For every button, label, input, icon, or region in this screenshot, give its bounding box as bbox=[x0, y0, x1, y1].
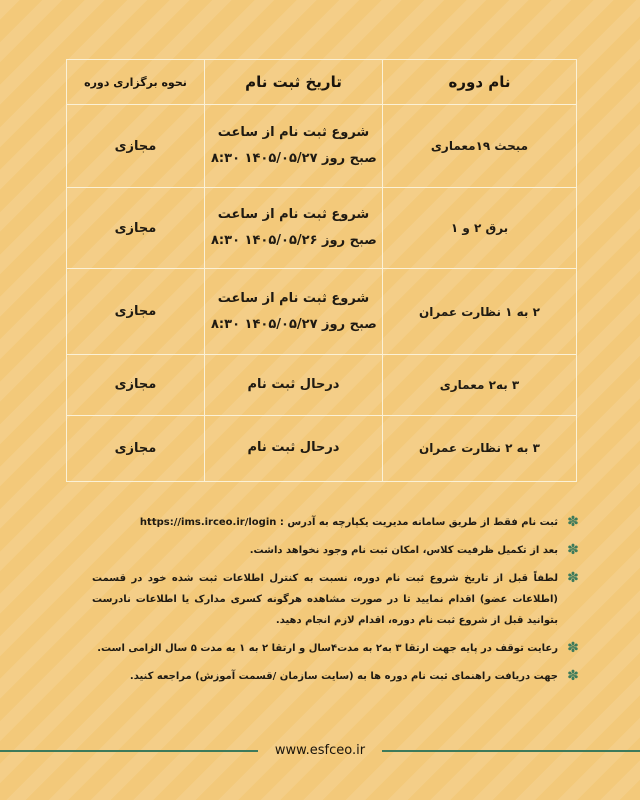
registration-date bbox=[205, 268, 383, 354]
course-name: برق ۲ و ۱ bbox=[383, 188, 577, 268]
flower-bullet-icon: ✽ bbox=[567, 570, 579, 586]
list-item bbox=[92, 568, 580, 631]
delivery-mode: مجازی bbox=[67, 415, 205, 481]
registration-date-line2: ۸:۳۰ صبح روز ۱۴۰۵/۰۵/۲۷ bbox=[211, 316, 377, 332]
course-name: ۳ به ۲ نظارت عمران bbox=[383, 415, 577, 481]
course-name: مبحث ۱۹معماری bbox=[383, 105, 577, 188]
registration-date-line1: درحال ثبت نام bbox=[247, 376, 340, 392]
course-name: ۲ به ۱ نظارت عمران bbox=[383, 268, 577, 354]
header-course-name: نام دوره bbox=[383, 60, 577, 105]
registration-date bbox=[205, 355, 383, 415]
course-table bbox=[66, 59, 577, 482]
registration-date-line2: ۸:۳۰ صبح روز ۱۴۰۵/۰۵/۲۶ bbox=[211, 233, 377, 249]
note-text: رعایت توقف در پایه جهت ارتقا ۳ به۲ به مدت۴سال و ارتقا ۲ به ۱ به مدت ۵ سال الزامی است. bbox=[97, 643, 558, 654]
registration-date-line2: ۸:۳۰ صبح روز ۱۴۰۵/۰۵/۲۷ bbox=[211, 151, 377, 167]
notes-list bbox=[92, 512, 580, 694]
list-item bbox=[92, 512, 580, 533]
note-text: لطفاً قبل از تاریخ شروع ثبت نام دوره، نسبت به کنترل اطلاعات ثبت شده خود در قسمت (اطلاعات عضو) اقدام نمایید تا در صورت مشاهده هرگونه کسری مدارک یا اطلاعات نادرست بتوانید قبل از شروع ثبت نام دوره، اقدام لازم انجام دهید. bbox=[92, 573, 558, 626]
note-text: جهت دریافت راهنمای ثبت نام دوره ها به (سایت سازمان /قسمت آموزش) مراجعه کنید. bbox=[129, 671, 558, 682]
table-row bbox=[67, 355, 577, 415]
registration-date-line1: شروع ثبت نام از ساعت bbox=[217, 125, 370, 141]
delivery-mode: مجازی bbox=[67, 355, 205, 415]
registration-link[interactable]: https://ims.irceo.ir/login bbox=[139, 517, 277, 528]
note-text: بعد از تکمیل ظرفیت کلاس، امکان ثبت نام وجود نخواهد داشت. bbox=[249, 545, 558, 556]
footer bbox=[0, 739, 640, 763]
note-text: ثبت نام فقط از طریق سامانه مدیریت یکپارچه به آدرس : bbox=[279, 517, 558, 528]
registration-date bbox=[205, 188, 383, 268]
table-row bbox=[67, 415, 577, 481]
course-name: ۳ به۲ معماری bbox=[383, 355, 577, 415]
table-row bbox=[67, 188, 577, 268]
registration-date bbox=[205, 415, 383, 481]
footer-divider-right bbox=[382, 750, 640, 752]
delivery-mode: مجازی bbox=[67, 188, 205, 268]
flower-bullet-icon: ✽ bbox=[567, 514, 579, 530]
table-row bbox=[67, 105, 577, 188]
registration-date-line1: شروع ثبت نام از ساعت bbox=[217, 207, 370, 223]
header-registration-date: تاریخ ثبت نام bbox=[205, 60, 383, 105]
flower-bullet-icon: ✽ bbox=[567, 668, 579, 684]
registration-date bbox=[205, 105, 383, 188]
list-item bbox=[92, 666, 580, 687]
footer-divider-left bbox=[0, 750, 258, 752]
registration-date-line1: شروع ثبت نام از ساعت bbox=[217, 290, 370, 306]
delivery-mode: مجازی bbox=[67, 105, 205, 188]
list-item bbox=[92, 638, 580, 659]
table-header-row bbox=[67, 60, 577, 105]
table-row bbox=[67, 268, 577, 354]
delivery-mode: مجازی bbox=[67, 268, 205, 354]
flower-bullet-icon: ✽ bbox=[567, 640, 579, 656]
list-item bbox=[92, 540, 580, 561]
registration-date-line1: درحال ثبت نام bbox=[247, 440, 340, 456]
flower-bullet-icon: ✽ bbox=[567, 542, 579, 558]
footer-website-link[interactable]: www.esfceo.ir bbox=[274, 743, 366, 758]
header-delivery-mode: نحوه برگزاری دوره bbox=[67, 60, 205, 105]
